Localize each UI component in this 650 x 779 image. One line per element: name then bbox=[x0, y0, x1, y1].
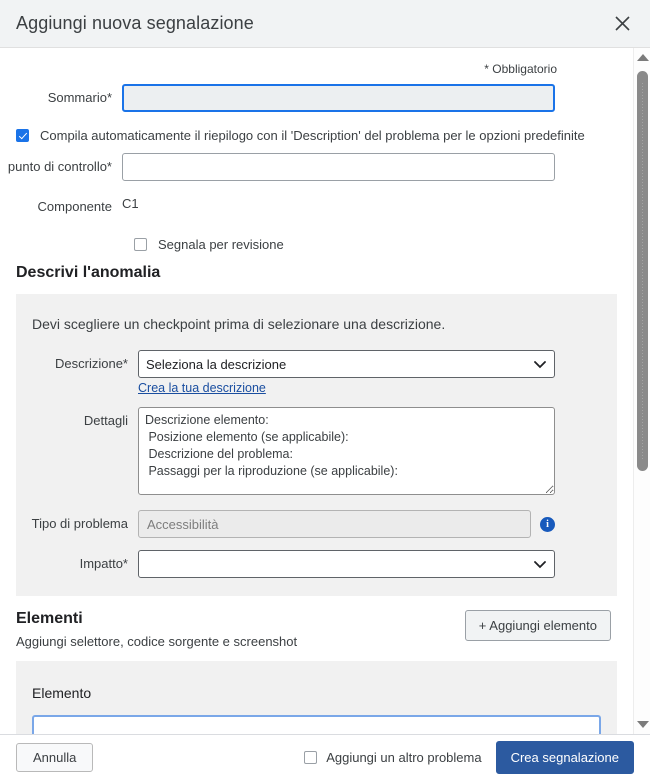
review-checkbox-row[interactable] bbox=[0, 227, 633, 258]
another-issue-checkbox-row[interactable] bbox=[304, 750, 481, 765]
plus-icon: + bbox=[478, 618, 487, 633]
issue-type-inner bbox=[138, 510, 555, 538]
dialog-title: Aggiungi nuova segnalazione bbox=[16, 13, 254, 33]
describe-section-heading: Descrivi l'anomalia bbox=[16, 264, 161, 281]
details-field-wrap bbox=[138, 407, 617, 498]
summary-label: Sommario* bbox=[47, 90, 112, 105]
checkpoint-row bbox=[0, 153, 633, 181]
caret-up-icon[interactable] bbox=[634, 50, 650, 65]
autofill-checkbox-row[interactable] bbox=[0, 124, 633, 153]
element-card-input[interactable] bbox=[32, 715, 601, 734]
component-value: C1 bbox=[122, 196, 139, 211]
close-glyph bbox=[614, 15, 631, 32]
description-field-wrap bbox=[138, 350, 617, 395]
dialog-body-wrapper bbox=[0, 48, 650, 734]
impact-select-wrap bbox=[138, 550, 555, 578]
describe-panel-note: Devi scegliere un checkpoint prima di selezionare una descrizione. bbox=[32, 316, 446, 332]
component-label: Componente bbox=[37, 199, 112, 214]
dialog-footer bbox=[0, 734, 650, 779]
details-label: Dettagli bbox=[83, 413, 128, 428]
dialog-header bbox=[0, 0, 650, 48]
add-element-button[interactable] bbox=[465, 610, 611, 641]
issue-type-field-wrap bbox=[138, 510, 617, 538]
description-select-wrap bbox=[138, 350, 555, 378]
checkpoint-input[interactable] bbox=[122, 153, 555, 181]
caret-down-icon[interactable] bbox=[634, 717, 650, 732]
vertical-scrollbar[interactable] bbox=[633, 48, 650, 734]
checkpoint-field-wrap bbox=[122, 153, 633, 181]
required-note: * Obbligatorio bbox=[484, 62, 557, 76]
cancel-button[interactable]: Annulla bbox=[16, 743, 93, 772]
review-checkbox-label[interactable]: Segnala per revisione bbox=[158, 237, 284, 252]
another-issue-checkbox-label[interactable]: Aggiungi un altro problema bbox=[326, 749, 482, 765]
impact-field-wrap bbox=[138, 550, 617, 578]
issue-type-row bbox=[16, 510, 617, 538]
issue-type-label: Tipo di problema bbox=[31, 516, 128, 531]
dialog-body bbox=[0, 48, 633, 734]
component-row bbox=[0, 193, 633, 215]
description-label: Descrizione* bbox=[55, 356, 128, 371]
add-element-label: Aggiungi elemento bbox=[489, 618, 597, 633]
scrollbar-thumb[interactable] bbox=[637, 71, 648, 471]
element-card-title: Elemento bbox=[32, 685, 92, 701]
info-icon[interactable]: i bbox=[540, 517, 555, 532]
close-icon[interactable] bbox=[608, 10, 636, 38]
issue-type-value: Accessibilità bbox=[138, 510, 531, 538]
impact-select[interactable] bbox=[138, 550, 555, 578]
summary-field-wrap bbox=[122, 84, 633, 112]
description-row bbox=[16, 350, 617, 395]
checkpoint-label: punto di controllo* bbox=[7, 159, 112, 174]
details-row bbox=[16, 407, 617, 498]
component-field-wrap bbox=[122, 193, 633, 211]
impact-label: Impatto* bbox=[79, 556, 128, 571]
another-issue-checkbox[interactable] bbox=[304, 751, 317, 764]
summary-row bbox=[0, 84, 633, 112]
autofill-checkbox[interactable] bbox=[16, 129, 29, 142]
details-textarea[interactable] bbox=[138, 407, 555, 495]
autofill-checkbox-label[interactable]: Compila automaticamente il riepilogo con il 'Description' del problema per le opzioni predefinite bbox=[40, 128, 585, 143]
impact-row bbox=[16, 550, 617, 578]
description-select[interactable] bbox=[138, 350, 555, 378]
elements-section-heading: Elementi bbox=[16, 610, 83, 627]
create-issue-button[interactable]: Crea segnalazione bbox=[496, 741, 634, 774]
elements-header-text bbox=[0, 610, 465, 649]
review-checkbox[interactable] bbox=[134, 238, 147, 251]
describe-panel bbox=[16, 294, 617, 596]
create-description-link[interactable]: Crea la tua descrizione bbox=[138, 381, 266, 395]
elements-section-header bbox=[0, 596, 633, 649]
elements-section-subtitle: Aggiungi selettore, codice sorgente e screenshot bbox=[16, 634, 298, 649]
summary-input[interactable] bbox=[122, 84, 555, 112]
element-card bbox=[16, 661, 617, 734]
